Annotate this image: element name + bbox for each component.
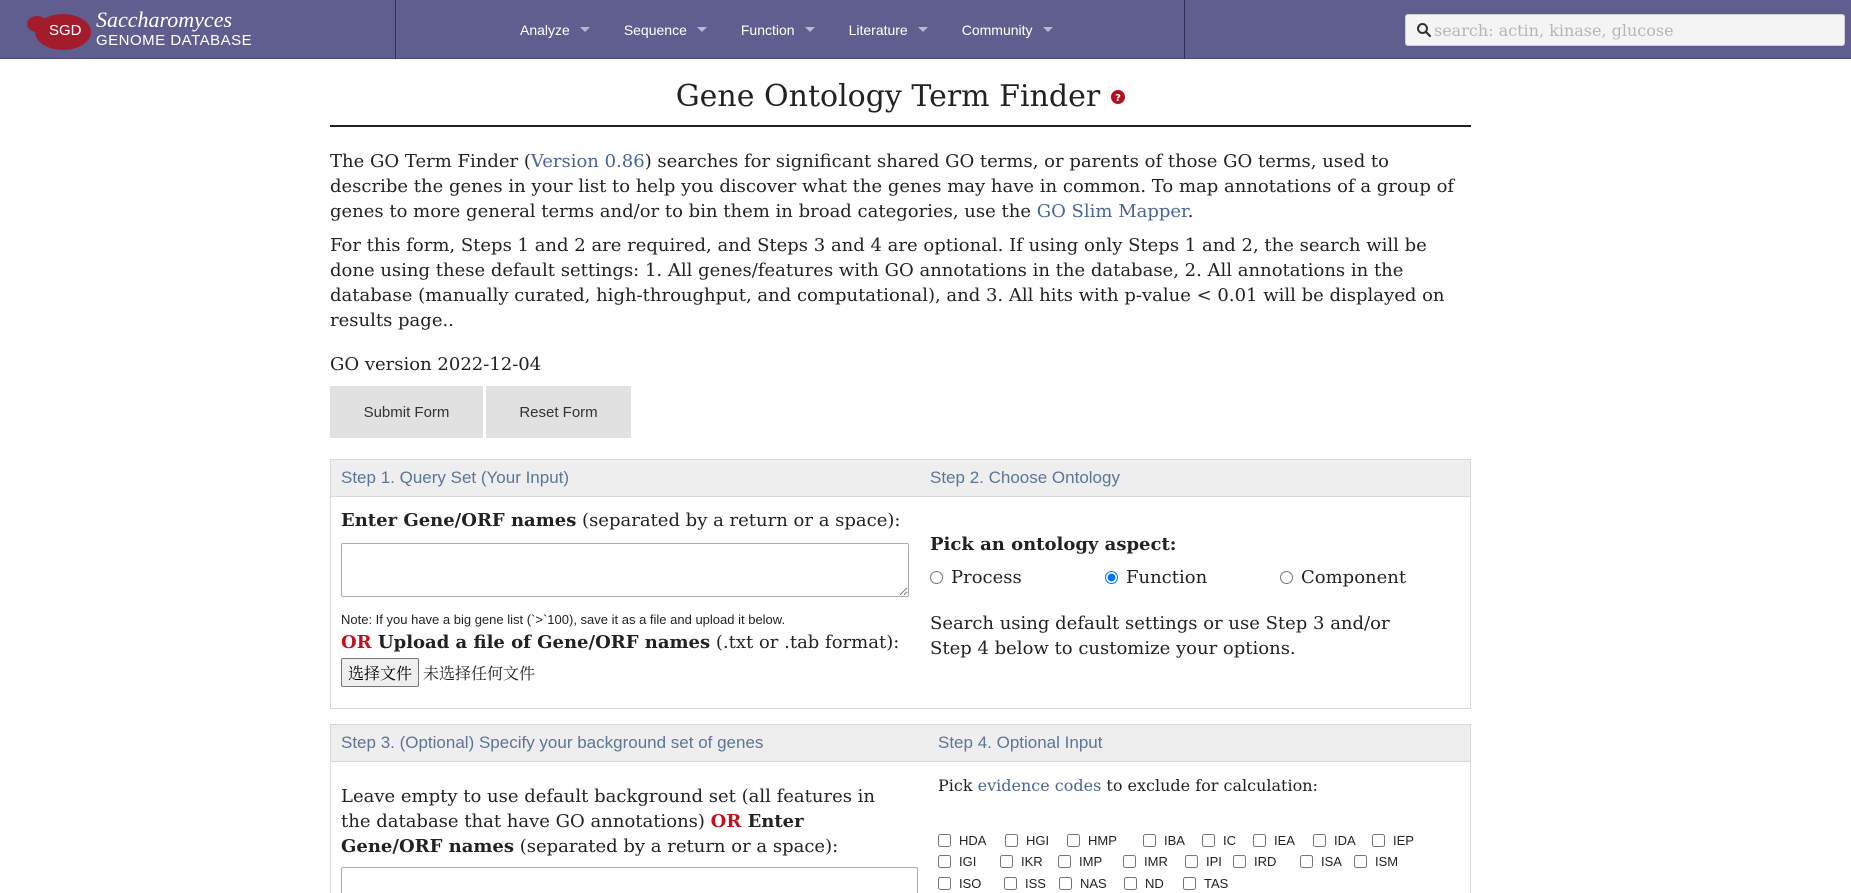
upload-label <box>341 630 899 655</box>
evidence-label <box>938 775 1468 797</box>
evidence-checkbox-isa[interactable] <box>1300 854 1342 869</box>
page-title: Gene Ontology Term Finder <box>675 79 1101 114</box>
step2-body <box>930 508 1460 661</box>
intro-paragraph <box>330 149 1471 224</box>
evidence-checkbox-input[interactable] <box>1313 834 1326 847</box>
background-text: (separated by a return or a space): <box>514 836 839 857</box>
step3-heading: Step 3. (Optional) Specify your background set of genes <box>341 733 764 752</box>
nav-label: Sequence <box>623 21 687 38</box>
evidence-checkbox-input[interactable] <box>938 877 951 890</box>
caret-down-icon <box>805 27 815 32</box>
evidence-code-label: IEA <box>1274 833 1295 848</box>
evidence-code-label: IKR <box>1021 854 1043 869</box>
evidence-checkbox-nas[interactable] <box>1059 876 1107 891</box>
evidence-checkbox-input[interactable] <box>1059 877 1072 890</box>
evidence-code-label: IGI <box>959 854 977 869</box>
evidence-checkbox-imp[interactable] <box>1058 854 1102 869</box>
step2-hint: Search using default settings or use Step 3 and/or Step 4 below to customize your options. <box>930 613 1390 659</box>
search-icon <box>1416 22 1432 38</box>
evidence-code-label: IRD <box>1254 854 1277 869</box>
evidence-text: Pick <box>938 776 978 795</box>
radio-label: Component <box>1301 567 1407 588</box>
evidence-checkbox-iea[interactable] <box>1253 833 1295 848</box>
go-version: GO version 2022-12-04 <box>330 354 542 375</box>
radio-process-input[interactable] <box>930 571 943 584</box>
evidence-checkbox-input[interactable] <box>1123 855 1136 868</box>
go-slim-mapper-link[interactable]: GO Slim Mapper <box>1036 201 1188 222</box>
evidence-checkbox-input[interactable] <box>1354 855 1367 868</box>
evidence-checkbox-tas[interactable] <box>1183 876 1228 891</box>
search-input[interactable] <box>1434 15 1839 45</box>
step2-heading: Step 2. Choose Ontology <box>930 468 1120 487</box>
query-label <box>341 508 911 533</box>
evidence-checkbox-input[interactable] <box>1067 834 1080 847</box>
intro-text: . <box>1187 201 1194 222</box>
evidence-checkbox-hgi[interactable] <box>1005 833 1049 848</box>
evidence-code-label: IDA <box>1334 833 1356 848</box>
intro-text: The GO Term Finder ( <box>330 151 531 172</box>
nav-label: Community <box>961 21 1033 38</box>
evidence-checkbox-ipi[interactable] <box>1185 854 1222 869</box>
step3-body <box>341 784 901 859</box>
evidence-code-label: IBA <box>1164 833 1185 848</box>
caret-down-icon <box>697 27 707 32</box>
nav-analyze[interactable] <box>520 22 590 38</box>
nav-literature[interactable] <box>849 22 928 38</box>
step1-heading: Step 1. Query Set (Your Input) <box>341 468 570 487</box>
caret-down-icon <box>918 27 928 32</box>
ontology-radio-group <box>930 567 1460 588</box>
panel-header <box>331 725 1470 762</box>
main-nav <box>520 0 1087 59</box>
evidence-code-label: IC <box>1223 833 1236 848</box>
nav-label: Analyze <box>520 21 570 38</box>
upload-label-rest: (.txt or .tab format): <box>710 632 900 653</box>
intro-text: ) searches for significant shared GO terms, or parents of those GO terms, used to describe the genes in your list to help you discover what the genes may have in common. To map annotations of a group of genes to more general terms and/or to bin them in broad categories, use the <box>330 151 1455 222</box>
radio-function[interactable] <box>1105 567 1280 588</box>
step4-body <box>938 775 1468 893</box>
radio-function-input[interactable] <box>1105 571 1118 584</box>
background-label <box>341 784 901 859</box>
evidence-checkbox-input[interactable] <box>1233 855 1246 868</box>
evidence-code-label: HGI <box>1026 833 1050 848</box>
evidence-checkbox-iep[interactable] <box>1372 833 1414 848</box>
or-text: OR <box>341 632 372 653</box>
evidence-code-label: HMP <box>1088 833 1117 848</box>
step4-heading: Step 4. Optional Input <box>938 733 1103 752</box>
brand-subtitle: GENOME DATABASE <box>96 32 253 49</box>
logo-text: SGD <box>49 22 82 39</box>
radio-component[interactable] <box>1280 567 1406 588</box>
evidence-checkbox-input[interactable] <box>938 834 951 847</box>
choose-file-button[interactable]: 选择文件 <box>341 658 419 687</box>
evidence-checkbox-igi[interactable] <box>938 854 976 869</box>
evidence-code-label: NAS <box>1080 876 1107 891</box>
evidence-checkbox-input[interactable] <box>1004 877 1017 890</box>
evidence-checkbox-iss[interactable] <box>1004 876 1046 891</box>
evidence-code-label: IMR <box>1144 854 1168 869</box>
evidence-code-label: HDA <box>959 833 987 848</box>
file-upload <box>341 658 535 687</box>
evidence-text: to exclude for calculation: <box>1101 776 1318 795</box>
caret-down-icon <box>580 27 590 32</box>
background-genes-textarea[interactable] <box>341 867 918 893</box>
query-label-bold: Enter Gene/ORF names <box>341 510 577 531</box>
evidence-checkbox-input[interactable] <box>1183 877 1196 890</box>
evidence-code-label: ISS <box>1025 876 1046 891</box>
evidence-checkbox-input[interactable] <box>1124 877 1137 890</box>
ontology-label <box>930 532 1460 557</box>
evidence-codes-link[interactable]: evidence codes <box>977 776 1102 795</box>
svg-text:?: ? <box>1115 92 1122 104</box>
evidence-checkbox-input[interactable] <box>1253 834 1266 847</box>
background-text: Leave empty to use default background set (all features in the database that have GO annotations) <box>341 786 876 832</box>
nav-label: Literature <box>848 21 908 38</box>
background-bold: Enter Gene/ORF names <box>341 811 804 857</box>
steps-3-4-panel <box>330 724 1471 893</box>
evidence-checkbox-input[interactable] <box>1058 855 1071 868</box>
sgd-logo-link[interactable] <box>25 8 395 52</box>
evidence-checkbox-ida[interactable] <box>1313 833 1356 848</box>
caret-down-icon <box>1043 27 1053 32</box>
evidence-checkbox-imr[interactable] <box>1123 854 1168 869</box>
reset-form-button[interactable]: Reset Form <box>486 386 631 438</box>
evidence-code-label: ISM <box>1375 854 1399 869</box>
evidence-checkbox-input[interactable] <box>1372 834 1385 847</box>
query-genes-textarea[interactable] <box>341 543 909 597</box>
evidence-code-label: ISA <box>1321 854 1342 869</box>
radio-process[interactable] <box>930 567 1105 588</box>
evidence-checkbox-ikr[interactable] <box>1000 854 1043 869</box>
evidence-checkbox-input[interactable] <box>938 855 951 868</box>
step1-body <box>341 508 911 683</box>
evidence-code-label: IEP <box>1393 833 1414 848</box>
radio-label: Function <box>1126 567 1208 588</box>
evidence-checkbox-ism[interactable] <box>1354 854 1398 869</box>
main-content <box>330 59 1471 893</box>
evidence-checkbox-input[interactable] <box>1143 834 1156 847</box>
evidence-checkbox-hmp[interactable] <box>1067 833 1117 848</box>
search-box <box>1405 14 1845 46</box>
nav-divider <box>1184 0 1185 59</box>
nav-community[interactable] <box>962 22 1053 38</box>
steps-1-2-panel <box>330 459 1471 709</box>
nav-divider <box>395 0 396 59</box>
no-file-chosen: 未选择任何文件 <box>423 664 536 683</box>
or-text: OR <box>710 811 742 832</box>
panel-header <box>331 460 1470 497</box>
ontology-label-text: Pick an ontology aspect: <box>930 534 1177 555</box>
evidence-checkbox-input[interactable] <box>1185 855 1198 868</box>
big-list-note: Note: If you have a big gene list (`>`100), save it as a file and upload it below. <box>341 612 786 627</box>
nav-function[interactable] <box>741 22 815 38</box>
brand-name: Saccharomyces <box>96 7 233 32</box>
nav-sequence[interactable] <box>624 22 707 38</box>
evidence-code-label: IPI <box>1206 854 1222 869</box>
evidence-checkbox-input[interactable] <box>1005 834 1018 847</box>
radio-component-input[interactable] <box>1280 571 1293 584</box>
submit-form-button[interactable]: Submit Form <box>330 386 483 438</box>
evidence-checkbox-input[interactable] <box>1202 834 1215 847</box>
evidence-checkbox-iba[interactable] <box>1143 833 1185 848</box>
defaults-paragraph: For this form, Steps 1 and 2 are required, and Steps 3 and 4 are optional. If using only Steps 1 and 2, the search will be done using these default settings: 1. All genes/features with GO annotations in the database, 2. All annotations in the database (manually curated, high-throughput, and computational), and 3. All hits with p-value < 0.01 will be displayed on results page.. <box>330 235 1445 331</box>
evidence-code-label: ISO <box>959 876 982 891</box>
nav-label: Function <box>740 21 795 38</box>
evidence-checkbox-input[interactable] <box>1300 855 1313 868</box>
evidence-checkbox-iso[interactable] <box>938 876 981 891</box>
evidence-checkbox-nd[interactable] <box>1124 876 1164 891</box>
title-area <box>330 59 1471 127</box>
evidence-code-label: IMP <box>1079 854 1103 869</box>
version-link[interactable]: Version 0.86 <box>530 151 645 172</box>
radio-label: Process <box>951 567 1022 588</box>
evidence-checkbox-ic[interactable] <box>1202 833 1236 848</box>
evidence-checkbox-ird[interactable] <box>1233 854 1276 869</box>
evidence-code-label: TAS <box>1204 876 1229 891</box>
evidence-code-label: ND <box>1145 876 1164 891</box>
help-icon[interactable] <box>1111 90 1125 104</box>
query-label-rest: (separated by a return or a space): <box>576 510 901 531</box>
top-navbar <box>0 0 1851 59</box>
form-buttons <box>330 386 1471 438</box>
evidence-checkbox-hda[interactable] <box>938 833 986 848</box>
evidence-checkbox-input[interactable] <box>1000 855 1013 868</box>
upload-label-bold: Upload a file of Gene/ORF names <box>371 632 711 653</box>
